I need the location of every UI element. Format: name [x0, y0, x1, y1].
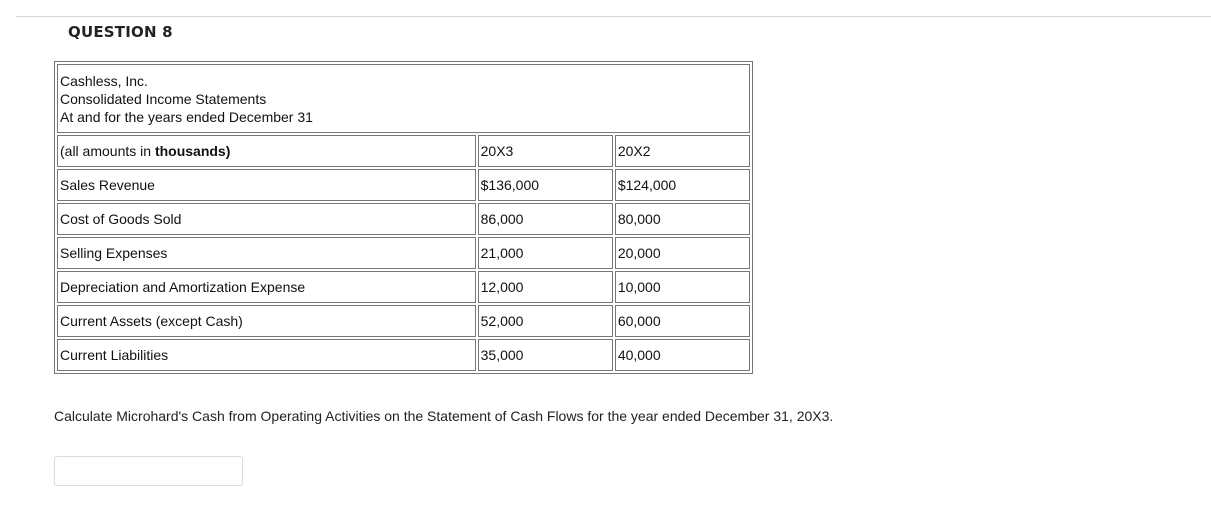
column-header-20x3: 20X3 [478, 135, 613, 167]
company-name: Cashless, Inc. [60, 72, 148, 89]
table-row [57, 339, 750, 371]
row-value-20x2: $124,000 [615, 169, 750, 201]
units-note [57, 135, 476, 167]
row-value-20x3: 12,000 [478, 271, 613, 303]
statement-name: Consolidated Income Statements [60, 90, 267, 107]
question-prompt: Calculate Microhard's Cash from Operating Activities on the Statement of Cash Flows for the year ended December 31, 20X3. [54, 408, 834, 424]
units-prefix: (all amounts in [60, 143, 155, 159]
row-label: Cost of Goods Sold [57, 203, 476, 235]
answer-input[interactable] [54, 456, 243, 486]
row-label: Current Liabilities [57, 339, 476, 371]
statement-period: At and for the years ended December 31 [60, 108, 313, 125]
table-row [57, 271, 750, 303]
units-bold: thousands) [154, 143, 231, 159]
question-title: QUESTION 8 [68, 23, 173, 41]
column-header-20x2: 20X2 [615, 135, 750, 167]
row-value-20x2: 40,000 [615, 339, 750, 371]
row-value-20x3: $136,000 [478, 169, 613, 201]
row-label: Current Assets (except Cash) [57, 305, 476, 337]
table-row [57, 203, 750, 235]
statement-heading-row [57, 64, 750, 133]
row-value-20x3: 52,000 [478, 305, 613, 337]
table-row [57, 305, 750, 337]
table-row [57, 237, 750, 269]
row-value-20x2: 60,000 [615, 305, 750, 337]
row-value-20x2: 10,000 [615, 271, 750, 303]
row-value-20x3: 21,000 [478, 237, 613, 269]
row-value-20x2: 80,000 [615, 203, 750, 235]
row-label: Depreciation and Amortization Expense [57, 271, 476, 303]
income-statement-table [54, 61, 753, 374]
table-row [57, 169, 750, 201]
column-header-row [57, 135, 750, 167]
row-label: Sales Revenue [57, 169, 476, 201]
row-label: Selling Expenses [57, 237, 476, 269]
row-value-20x3: 86,000 [478, 203, 613, 235]
row-value-20x3: 35,000 [478, 339, 613, 371]
statement-heading [57, 64, 750, 133]
row-value-20x2: 20,000 [615, 237, 750, 269]
top-divider [16, 16, 1211, 17]
